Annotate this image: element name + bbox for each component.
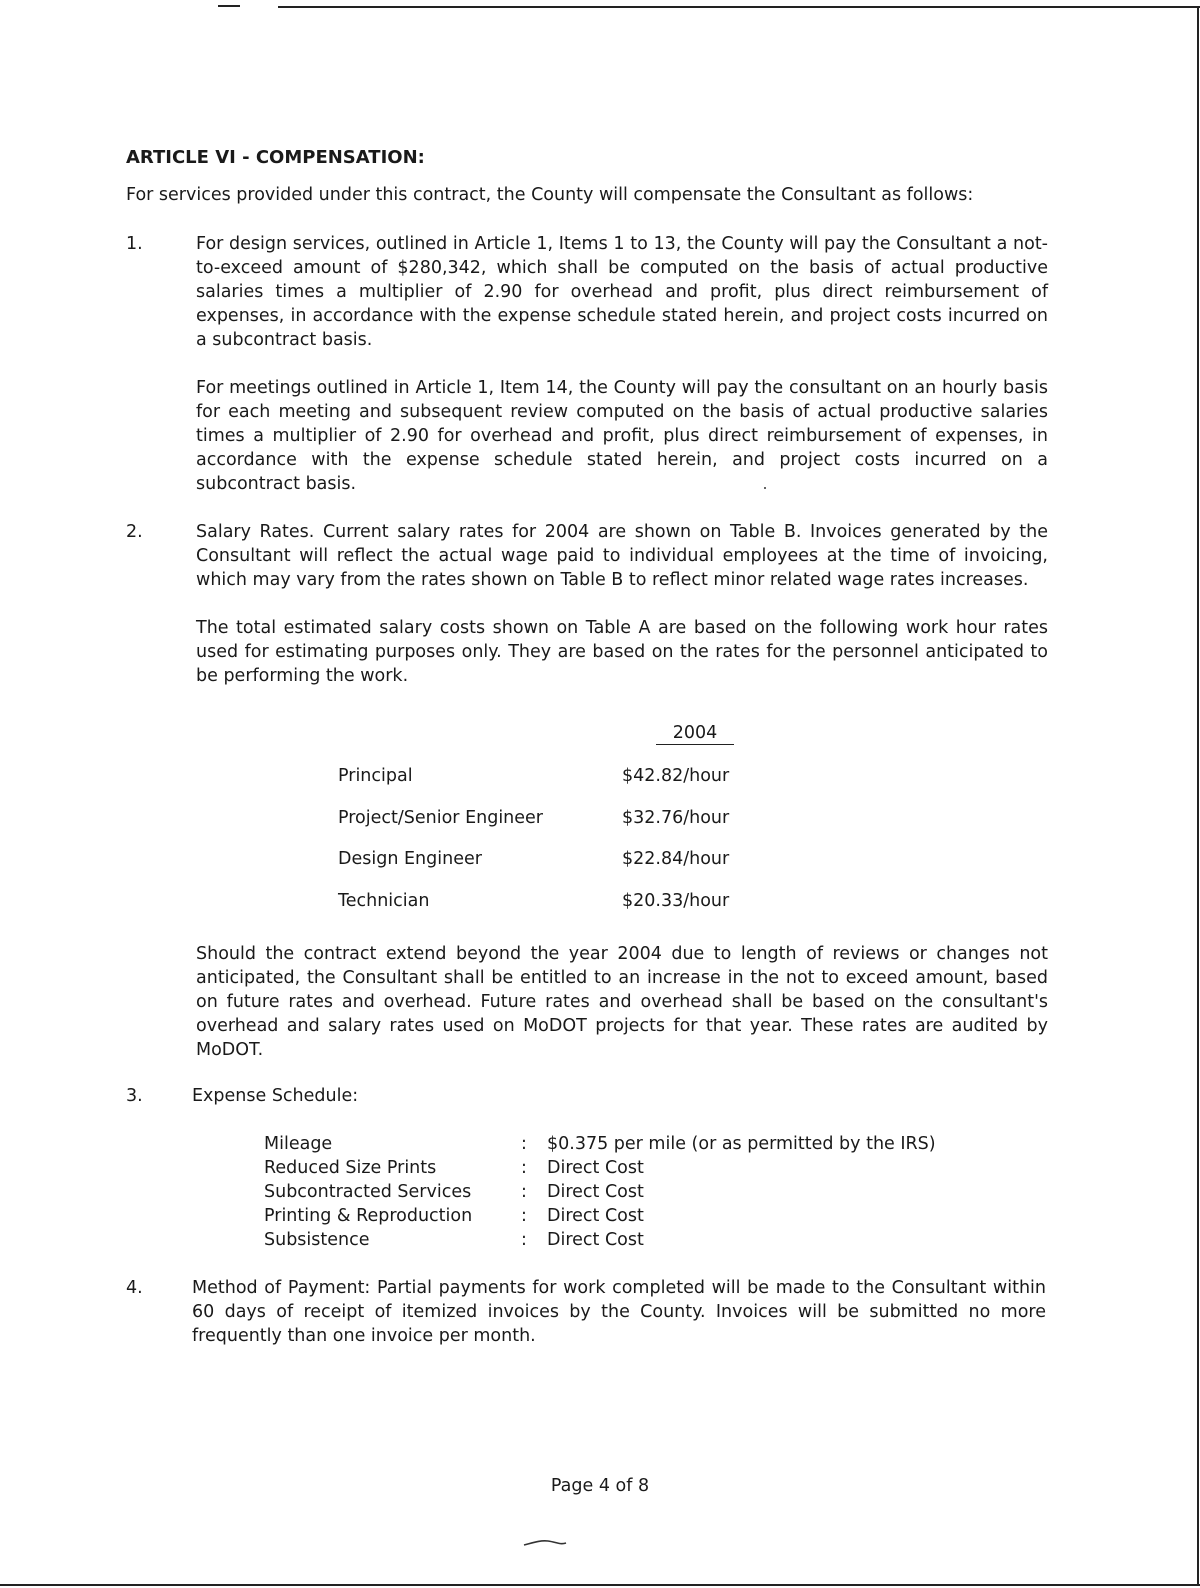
item-2-paragraph-salary-rates: Salary Rates. Current salary rates for 2004 are shown on Table B. Invoices generated by the Consultant will reflect the actual wage paid to individual employees at the time of invoicing, which may vary from the rates shown on Table B to reflect minor related wage rates increases.: [196, 522, 1048, 590]
scan-edge-bottom: [0, 1584, 1200, 1586]
expense-item: Subsistence: [264, 1230, 370, 1250]
rate-value: $42.82/hour: [622, 766, 730, 786]
scan-edge-top: [278, 6, 1200, 8]
rate-position: Principal: [338, 766, 413, 786]
expense-separator: :: [521, 1230, 527, 1250]
expense-rate: Direct Cost: [547, 1206, 644, 1226]
scan-edge-right: [1197, 6, 1199, 1586]
rate-value: $20.33/hour: [622, 891, 730, 911]
rate-position: Technician: [338, 891, 430, 911]
expense-item: Reduced Size Prints: [264, 1158, 437, 1178]
rate-value: $22.84/hour: [622, 849, 730, 869]
scan-edge-mark: [218, 5, 240, 7]
rate-value: $32.76/hour: [622, 808, 730, 828]
expense-separator: :: [521, 1206, 527, 1226]
expense-separator: :: [521, 1134, 527, 1154]
page-number: Page 4 of 8: [550, 1476, 650, 1496]
article-intro: For services provided under this contract, the County will compensate the Consultant as follows:: [126, 185, 974, 205]
expense-item: Printing & Reproduction: [264, 1206, 473, 1226]
item-number: 2.: [126, 522, 143, 542]
rates-year-header: 2004: [656, 722, 734, 745]
scan-speck: [764, 487, 766, 489]
expense-item: Subcontracted Services: [264, 1182, 472, 1202]
item-2-paragraph-extension: Should the contract extend beyond the year 2004 due to length of reviews or changes not anticipated, the Consultant shall be entitled to an increase in the not to exceed amount, based on future rates and overhead. Future rates and overhead shall be based on the consultant's overhead and salary rates used on MoDOT projects for that year. These rates are audited by MoDOT.: [196, 944, 1048, 1060]
rate-position: Design Engineer: [338, 849, 482, 869]
expense-separator: :: [521, 1182, 527, 1202]
scan-squiggle-mark: [522, 1536, 570, 1548]
item-number: 4.: [126, 1278, 143, 1298]
item-1-paragraph-meetings: For meetings outlined in Article 1, Item 14, the County will pay the consultant on an hourly basis for each meeting and subsequent review computed on the basis of actual productive salaries times a multiplier of 2.90 for overhead and profit, plus direct reimbursement of expenses, in accordance with the expense schedule stated herein, and project costs incurred on a subcontract basis.: [196, 378, 1048, 494]
item-1-paragraph-design: For design services, outlined in Article 1, Items 1 to 13, the County will pay the Consultant a not-to-exceed amount of $280,342, which shall be computed on the basis of actual productive salaries times a multiplier of 2.90 for overhead and profit, plus direct reimbursement of expenses, in accordance with the expense schedule stated herein, and project costs incurred on a subcontract basis.: [196, 234, 1048, 350]
expense-rate: Direct Cost: [547, 1158, 644, 1178]
item-4-paragraph-payment: Method of Payment: Partial payments for work completed will be made to the Consultant within 60 days of receipt of itemized invoices by the County. Invoices will be submitted no more frequently than one invoice per month.: [192, 1278, 1046, 1346]
item-number: 1.: [126, 234, 143, 254]
expense-rate: Direct Cost: [547, 1230, 644, 1250]
rate-position: Project/Senior Engineer: [338, 808, 544, 828]
expense-item: Mileage: [264, 1134, 333, 1154]
item-2-paragraph-estimated-costs: The total estimated salary costs shown on Table A are based on the following work hour rates used for estimating purposes only. They are based on the rates for the personnel anticipated to be performing the work.: [196, 618, 1048, 686]
expense-rate: $0.375 per mile (or as permitted by the IRS): [547, 1134, 936, 1154]
expense-separator: :: [521, 1158, 527, 1178]
article-title: ARTICLE VI - COMPENSATION:: [126, 147, 425, 168]
item-3-heading: Expense Schedule:: [192, 1086, 359, 1106]
item-number: 3.: [126, 1086, 143, 1106]
expense-rate: Direct Cost: [547, 1182, 644, 1202]
